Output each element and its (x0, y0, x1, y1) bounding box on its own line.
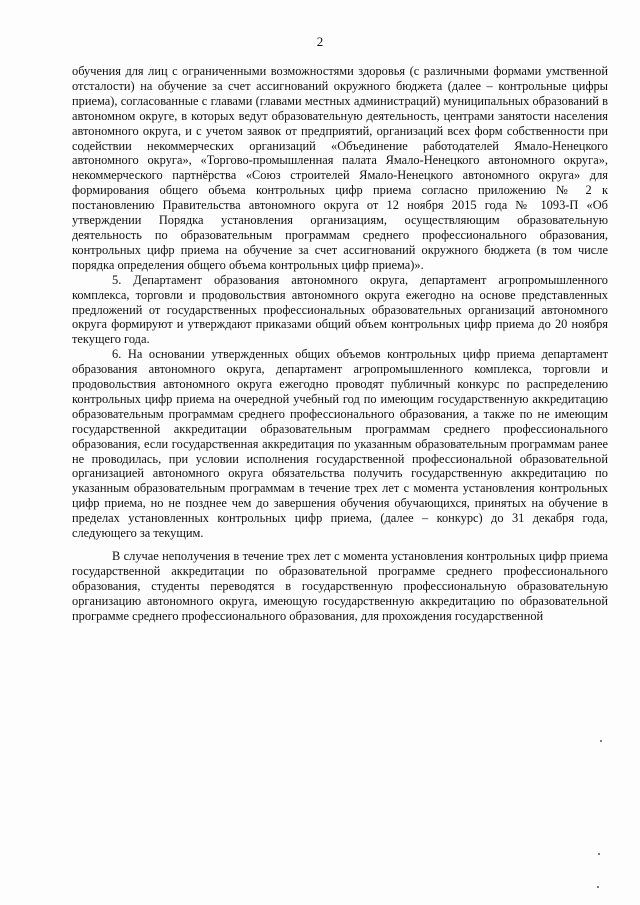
scan-speck (600, 740, 602, 742)
page-number: 2 (316, 34, 324, 49)
document-body (72, 64, 608, 624)
paragraph-item-5: 5. Департамент образования автономного округа, департамент агропромышленного комплекса, торговли и продовольствия автономного округа ежегодно на основе представленных предложений от государственных профессиональных образовательных организаций автономного округа формируют и утверждают приказами общий объем контрольных цифр приема до 20 ноября текущего года. (72, 272, 608, 347)
paragraph-item-6: 6. На основании утвержденных общих объемов контрольных цифр приема департамент образования автономного округа, департамент агропромышленного комплекса, торговли и продовольствия автономного округа ежегодно проводят публичный конкурс по распределению контрольных цифр приема на очередной учебный год по имеющим государственную аккредитацию образовательным программам среднего профессионального образования, а также по не имеющим государственной аккредитации образовательным программам среднего профессионального образования, если государственная аккредитация по указанным образовательным программам ранее не проводилась, при условии исполнения государственной профессиональной образовательной организацией автономного округа обязательства получить государственную аккредитацию по указанным образовательным программам в течение трех лет с момента установления контрольных цифр приема, но не позднее чем до завершения обучения обучающихся, принятых на обучение в пределах установленных контрольных цифр приема, (далее – конкурс) до 31 декабря года, следующего за текущим. (72, 347, 608, 541)
scan-speck (598, 853, 600, 855)
paragraph-accreditation-failure: В случае неполучения в течение трех лет с момента установления контрольных цифр приема государственной аккредитации по образовательной программе среднего профессионального образования, студенты переводятся в государственную профессиональную образовательную организацию автономного округа, имеющую государственную аккредитацию по образовательной программе среднего профессионального образования, для прохождения государственной (72, 549, 608, 623)
paragraph-continuation: обучения для лиц с ограниченными возможностями здоровья (с различными формами умственной отсталости) на обучение за счет ассигнований окружного бюджета (далее – контрольные цифры приема), согласованные с главами (главами местных администраций) муниципальных образований в автономном округе, в которых ведут образовательную деятельность, центрами занятости населения автономного округа, и с учетом заявок от предприятий, организаций всех форм собственности при содействии некоммерческих организаций «Объединение работодателей Ямало-Ненецкого автономного округа», «Торгово-промышленная палата Ямало-Ненецкого автономного округа», некоммерческого партнёрства «Союз строителей Ямало-Ненецкого автономного округа» для формирования общего объема контрольных цифр приема согласно приложению № 2 к постановлению Правительства автономного округа от 12 ноября 2015 года № 1093-П «Об утверждении Порядка установления организациям, осуществляющим образовательную деятельность по образовательным программам среднего профессионального образования, контрольных цифр приема на обучение за счет ассигнований окружного бюджета (в том числе порядка определения общего объема контрольных цифр приема)». (72, 64, 608, 272)
scan-speck (597, 886, 599, 888)
